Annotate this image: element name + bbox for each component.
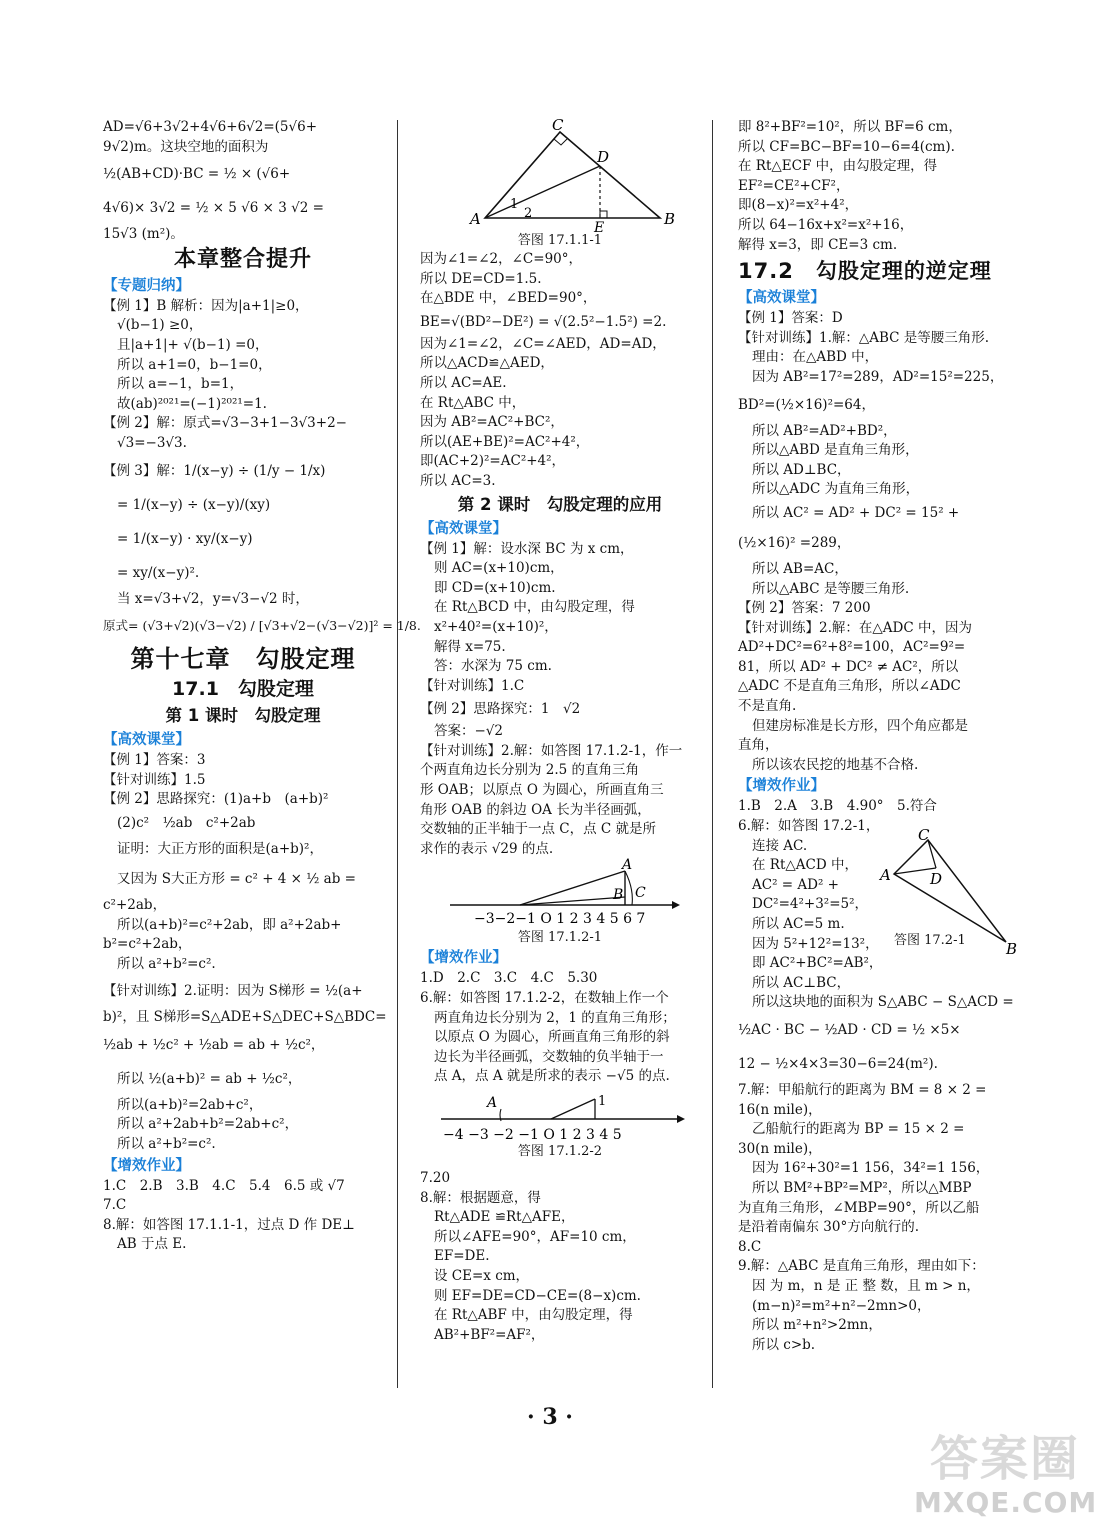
label-one: 1 bbox=[598, 1094, 607, 1109]
badge-homework: 【增效作业】 bbox=[420, 950, 507, 967]
text-line: 所以 AB²=AD²+BD²， bbox=[752, 422, 897, 439]
text-line: △ADC 不是直角三角形，所以∠ADC bbox=[738, 678, 961, 695]
text-line: 因为∠1=∠2，∠C=90°， bbox=[420, 251, 582, 267]
tick-labels: −3−2−1 O 1 2 3 4 5 6 7 bbox=[474, 911, 646, 928]
label-b: B bbox=[664, 210, 676, 228]
text-line: 所以 AD⊥BC， bbox=[752, 461, 851, 478]
text-line: 所以(a+b)²=c²+2ab，即 a²+2ab+ bbox=[117, 916, 342, 933]
column-3 bbox=[738, 118, 1028, 1355]
text-line: 答：水深为 75 cm. bbox=[434, 658, 552, 675]
text-line: 即 8²+BF²=10²，所以 BF=6 cm， bbox=[738, 119, 962, 135]
text-line: 所以 ½(a+b)² = ab + ½c²， bbox=[117, 1070, 302, 1087]
text-line: AC² = AD² + bbox=[752, 876, 839, 893]
text-line: 又因为 S大正方形 = c² + 4 × ½ ab = bbox=[117, 870, 356, 887]
axis-arrow bbox=[677, 1115, 685, 1123]
text-line: 理由：在△ABD 中， bbox=[752, 349, 879, 366]
text-line: 以原点 O 为圆心，所画直角三角形的斜 bbox=[434, 1029, 670, 1046]
column-1 bbox=[103, 118, 421, 1255]
text-line: 4√6)× 3√2 = ½ × 5 √6 × 3 √2 = bbox=[103, 200, 324, 217]
text-line: 边长为半径画弧，交数轴的负半轴于一 bbox=[434, 1048, 664, 1065]
text-line: EF²=CE²+CF²， bbox=[738, 177, 850, 194]
text-line: 求作的表示 √29 的点. bbox=[420, 840, 554, 857]
text-line: 点 A，点 A 就是所求的表示 −√5 的点. bbox=[434, 1068, 670, 1085]
text-line: 所以这块地的面积为 S△ABC − S△ACD = bbox=[752, 994, 1014, 1011]
text-line: ½AC · BC − ½AD · CD = ½ ×5× bbox=[738, 1021, 961, 1038]
label-a: A bbox=[622, 857, 633, 874]
text-line: 为直角三角形，∠MBP=90°，所以乙船 bbox=[738, 1199, 980, 1216]
text-line: 8.解：根据题意，得 bbox=[420, 1189, 541, 1206]
text-line: 即(8−x)²=x²+4²， bbox=[738, 197, 859, 214]
text-line: 两直角边长分别为 2，1 的直角三角形； bbox=[434, 1009, 676, 1026]
badge-homework: 【增效作业】 bbox=[738, 778, 825, 795]
text-line: 连接 AC. bbox=[752, 837, 808, 854]
label-c: C bbox=[918, 826, 930, 844]
text-line: 不是直角. bbox=[738, 698, 797, 715]
text-line: 【例 1】B 解析：因为|a+1|≥0， bbox=[103, 297, 309, 314]
figure-caption: 答图 17.1.2-1 bbox=[517, 930, 603, 946]
text-line: 1.D 2.C 3.C 4.C 5.30 bbox=[420, 970, 598, 987]
text-line: 【例 2】思路探究：1 √2 bbox=[420, 701, 581, 718]
text-line: 【例 1】解：设水深 BC 为 x cm， bbox=[420, 540, 634, 557]
text-line: 因 为 m，n 是 正 整 数，且 m > n， bbox=[752, 1277, 980, 1294]
text-line: 角形 OAB 的斜边 OA 长为半径画弧， bbox=[420, 801, 651, 818]
text-line: (2)c² ½ab c²+2ab bbox=[117, 814, 256, 831]
text-line: Rt△ADE ≌Rt△AFE， bbox=[434, 1209, 575, 1226]
lesson-title: 第 2 课时 勾股定理的应用 bbox=[457, 494, 663, 514]
text-line: 在 Rt△ABF 中，由勾股定理，得 bbox=[434, 1307, 633, 1324]
triangle-figure-17-1-1-1 bbox=[440, 116, 680, 236]
label-b: B bbox=[1006, 940, 1018, 958]
badge-topic-summary: 【专题归纳】 bbox=[103, 277, 190, 294]
text-line: AD²+DC²=6²+8²=100，AC²=9²= bbox=[738, 639, 966, 656]
text-line: 直角， bbox=[738, 737, 779, 754]
text-line: 因为 16²+30²=1 156，34²=1 156， bbox=[752, 1160, 990, 1177]
text-line: 是沿着南偏东 30°方向航行的. bbox=[738, 1219, 920, 1236]
text-line: = 1/(x−y) ÷ (x−y)/(xy) bbox=[117, 496, 271, 513]
label-a: A bbox=[880, 866, 891, 884]
text-line: 所以 a²+b²=c². bbox=[117, 1136, 216, 1153]
watermark-text-url: MXQE.COM bbox=[914, 1486, 1098, 1519]
text-line: ½(AB+CD)·BC = ½ × (√6+ bbox=[103, 166, 291, 183]
page-number: · 3 · bbox=[527, 1404, 573, 1430]
text-line: 形 OAB；以原点 O 为圆心，所画直角三 bbox=[420, 782, 664, 799]
text-line: 7.C bbox=[103, 1197, 127, 1214]
watermark-logo bbox=[902, 1416, 1098, 1526]
label-angle-2: 2 bbox=[524, 206, 533, 221]
text-line: 答案：−√2 bbox=[434, 723, 504, 740]
text-line: 所以 64−16x+x²=x²+16， bbox=[738, 216, 914, 233]
text-line: 所以∠AFE=90°，AF=10 cm， bbox=[434, 1228, 636, 1245]
text-line: 因为 AB²=17²=289，AD²=15²=225， bbox=[752, 368, 1004, 385]
text-line: AB²+BF²=AF²， bbox=[434, 1326, 545, 1343]
text-line: 8.解：如答图 17.1.1-1，过点 D 作 DE⊥ bbox=[103, 1216, 355, 1233]
text-line: 所以△ADC 为直角三角形， bbox=[752, 481, 920, 498]
quadrilateral-outline bbox=[894, 840, 1006, 942]
text-line: = xy/(x−y)². bbox=[117, 564, 200, 581]
section-title: 17.2 勾股定理的逆定理 bbox=[738, 259, 992, 284]
text-line: 【例 3】解：1/(x−y) ÷ (1/y − 1/x) bbox=[103, 462, 326, 479]
text-line: 所以(AE+BE)²=AC²+4²， bbox=[420, 433, 590, 450]
number-line-figure-17-1-2-1 bbox=[440, 857, 680, 928]
axis-arrow bbox=[672, 901, 680, 909]
text-line: 乙船航行的距离为 BP = 15 × 2 = bbox=[752, 1121, 965, 1138]
text-line: 6.解：如答图 17.2-1， bbox=[738, 818, 880, 835]
text-line: 所以 AC=5 m. bbox=[752, 916, 845, 932]
text-line: 所以 DE=CD=1.5. bbox=[420, 270, 542, 287]
text-line: 在 Rt△BCD 中，由勾股定理，得 bbox=[434, 599, 635, 616]
text-line: 当 x=√3+√2，y=√3−√2 时， bbox=[117, 590, 309, 607]
text-line: 则 AC=(x+10)cm， bbox=[434, 560, 564, 577]
text-line: 所以 AC² = AD² + DC² = 15² + bbox=[752, 504, 960, 521]
text-line: 9.解：△ABC 是直角三角形，理由如下： bbox=[738, 1258, 985, 1275]
text-line: 在△BDE 中，∠BED=90°， bbox=[420, 290, 597, 307]
text-line: 【针对训练】2.解：在△ADC 中，因为 bbox=[738, 619, 972, 636]
text-line: 交数轴的正半轴于一点 C，点 C 就是所 bbox=[420, 821, 657, 838]
text-line: 所以 AB=AC， bbox=[752, 560, 848, 577]
text-line: 因为 5²+12²=13²， bbox=[752, 935, 879, 952]
text-line: 8.C bbox=[738, 1238, 762, 1255]
text-line: BE=√(BD²−DE²) = √(2.5²−1.5²) =2. bbox=[420, 313, 667, 330]
badge-efficient-class: 【高效课堂】 bbox=[738, 290, 825, 307]
text-line: 因为∠1=∠2，∠C=∠AED，AD=AD， bbox=[420, 335, 666, 352]
text-line: 即 CD=(x+10)cm. bbox=[434, 579, 556, 596]
text-line: ½ab + ½c² + ½ab = ab + ½c²， bbox=[103, 1036, 325, 1053]
bisector-ad bbox=[485, 166, 600, 218]
text-line: (½×16)² =289， bbox=[738, 534, 851, 551]
text-line: 【例 2】思路探究：(1)a+b (a+b)² bbox=[103, 791, 329, 808]
label-d: D bbox=[597, 148, 610, 166]
text-line: 但建房标准是长方形，四个角应都是 bbox=[752, 717, 968, 734]
text-line: 所以 CF=BC−BF=10−6=4(cm). bbox=[738, 138, 955, 155]
column-divider-right bbox=[712, 120, 713, 1388]
text-line: 因为 AB²=AC²+BC²， bbox=[420, 414, 564, 431]
text-line: 1.B 2.A 3.B 4.90° 5.符合 bbox=[738, 798, 937, 815]
column-2 bbox=[420, 118, 700, 1345]
text-line: 【针对训练】2.解：如答图 17.1.2-1，作一 bbox=[420, 742, 683, 759]
text-line: 【例 1】答案：D bbox=[738, 310, 843, 327]
text-line: 且|a+1|+ √(b−1) =0， bbox=[117, 336, 269, 353]
text-line: b)²，且 S梯形=S△ADE+S△DEC+S△BDC= bbox=[103, 1009, 387, 1026]
text-line: = 1/(x−y) · xy/(x−y) bbox=[117, 530, 253, 547]
chapter-review-title: 本章整合提升 bbox=[173, 246, 312, 272]
label-angle-1: 1 bbox=[510, 197, 519, 212]
text-line: AD=√6+3√2+4√6+6√2=(5√6+ bbox=[103, 119, 318, 135]
label-c: C bbox=[635, 885, 646, 902]
column-divider-left bbox=[397, 120, 398, 1388]
badge-homework: 【增效作业】 bbox=[103, 1157, 190, 1174]
text-line: DC²=4²+3²=5²， bbox=[752, 896, 869, 913]
text-line: 所以(a+b)²=2ab+c²， bbox=[117, 1096, 263, 1113]
text-line: 【例 2】答案：7 200 bbox=[738, 600, 871, 617]
text-line: √3=−3√3. bbox=[117, 434, 187, 451]
text-line: EF=DE. bbox=[434, 1248, 490, 1265]
badge-efficient-class: 【高效课堂】 bbox=[420, 520, 507, 537]
text-line: 15√3 (m²)。 bbox=[103, 226, 184, 243]
label-d: D bbox=[930, 870, 943, 888]
text-line: 即 AC²+BC²=AB²， bbox=[752, 955, 883, 972]
text-line: 设 CE=x cm， bbox=[434, 1267, 530, 1284]
text-line: 【例 1】答案：3 bbox=[103, 752, 206, 769]
text-line: 即(AC+2)²=AC²+4²， bbox=[420, 453, 566, 470]
text-line: 81，所以 AD² + DC² ≠ AC²，所以 bbox=[738, 658, 959, 675]
text-line: 所以△ABC 是等腰三角形. bbox=[752, 580, 910, 597]
text-line: 在 Rt△ABC 中， bbox=[420, 394, 526, 411]
text-line: 在 Rt△ECF 中，由勾股定理，得 bbox=[738, 158, 938, 175]
text-line: x²+40²=(x+10)²， bbox=[434, 618, 558, 635]
text-line: 所以 AC⊥BC， bbox=[752, 974, 851, 991]
text-line: 【针对训练】1.解：△ABC 是等腰三角形. bbox=[738, 329, 990, 346]
watermark-text-cn: 答案圈 bbox=[930, 1431, 1081, 1487]
figure-caption: 答图 17.1.1-1 bbox=[517, 233, 603, 248]
badge-efficient-class: 【高效课堂】 bbox=[103, 732, 190, 749]
hypotenuse bbox=[551, 1099, 595, 1119]
text-line: 【针对训练】2.证明：因为 S梯形 = ½(a+ bbox=[103, 983, 363, 1000]
text-line: 所以该农民挖的地基不合格. bbox=[752, 756, 919, 773]
text-line: 【针对训练】1.C bbox=[420, 677, 525, 694]
label-b: B bbox=[613, 887, 624, 904]
text-line: 所以 BM²+BP²=MP²，所以△MBP bbox=[752, 1179, 972, 1196]
text-line: 则 EF=DE=CD−CE=(8−x)cm. bbox=[434, 1287, 641, 1304]
figure-caption: 答图 17.1.2-2 bbox=[517, 1144, 603, 1159]
text-line: BD²=(½×16)²=64， bbox=[738, 396, 875, 413]
text-line: 【针对训练】1.5 bbox=[103, 771, 206, 788]
text-line: 所以 m²+n²>2mn， bbox=[752, 1317, 882, 1334]
text-line: 所以 c>b. bbox=[752, 1336, 816, 1353]
text-line: 所以△ACD≌△AED， bbox=[420, 355, 554, 372]
text-line: 7.20 bbox=[420, 1170, 451, 1186]
text-line: 12 − ½×4×3=30−6=24(m²). bbox=[738, 1055, 938, 1072]
text-line: 【例 2】解：原式=√3−3+1−3√3+2− bbox=[103, 415, 347, 432]
label-a: A bbox=[487, 1095, 498, 1111]
chapter-title: 第十七章 勾股定理 bbox=[130, 645, 356, 674]
text-line: 解得 x=3，即 CE=3 cm. bbox=[738, 236, 898, 253]
text-line: 所以 a=−1，b=1， bbox=[117, 376, 244, 393]
arc-to-a bbox=[500, 1109, 501, 1121]
label-e: E bbox=[594, 220, 605, 236]
text-line: 在 Rt△ACD 中， bbox=[752, 857, 858, 874]
arc-to-c bbox=[625, 871, 632, 905]
section-title: 17.1 勾股定理 bbox=[172, 678, 314, 701]
label-a: A bbox=[470, 210, 481, 228]
text-line: b²=c²+2ab， bbox=[103, 936, 192, 953]
figure-caption: 答图 17.2-1 bbox=[894, 933, 966, 948]
text-line: √(b−1) ≥0， bbox=[117, 317, 203, 334]
lesson-title: 第 1 课时 勾股定理 bbox=[165, 706, 321, 726]
text-line: 6.解：如答图 17.1.2-2，在数轴上作一个 bbox=[420, 990, 669, 1007]
text-line: 7.解：甲船航行的距离为 BM = 8 × 2 = bbox=[738, 1081, 987, 1098]
right-angle-mark-e bbox=[600, 211, 607, 218]
text-line: c²+2ab， bbox=[103, 896, 167, 913]
tick-labels: −4 −3 −2 −1 O 1 2 3 4 5 bbox=[443, 1127, 622, 1143]
hypotenuse-oa bbox=[520, 871, 625, 905]
text-line: 故(ab)²⁰²¹=(−1)²⁰²¹=1. bbox=[117, 395, 267, 412]
text-line: 解得 x=75. bbox=[434, 638, 506, 655]
text-line: 9√2)m。这块空地的面积为 bbox=[103, 138, 269, 155]
text-line: 16(n mile)， bbox=[738, 1101, 822, 1118]
text-line: 1.C 2.B 3.B 4.C 5.4 6.5 或 √7 bbox=[103, 1177, 345, 1194]
text-line: 所以 a²+b²=c². bbox=[117, 955, 216, 972]
text-line: 所以 a+1=0，b−1=0， bbox=[117, 356, 272, 373]
figure-17-2-1 bbox=[880, 826, 1020, 958]
text-line: 所以 AC=3. bbox=[420, 472, 496, 489]
text-line: 所以△ABD 是直角三角形， bbox=[752, 442, 919, 459]
text-line: 30(n mile)， bbox=[738, 1140, 822, 1157]
text-line: 所以 AC=AE. bbox=[420, 374, 507, 391]
segment-ob bbox=[520, 897, 625, 905]
text-line: (m−n)²=m²+n²−2mn>0， bbox=[752, 1297, 931, 1314]
text-line: 个两直角边长分别为 2.5 的直角三角 bbox=[420, 762, 640, 779]
label-c: C bbox=[552, 116, 564, 134]
text-line: 证明：大正方形的面积是(a+b)²， bbox=[117, 840, 323, 857]
text-line: 所以 a²+2ab+b²=2ab+c²， bbox=[117, 1116, 299, 1133]
right-angle-mark-c bbox=[554, 139, 567, 145]
number-line-figure-17-1-2-2 bbox=[435, 1089, 685, 1141]
text-line: 原式= (√3+√2)(√3−√2) / [√3+√2−(√3−√2)]² = 1/8. bbox=[103, 618, 421, 634]
text-line: AB 于点 E. bbox=[117, 1236, 187, 1253]
